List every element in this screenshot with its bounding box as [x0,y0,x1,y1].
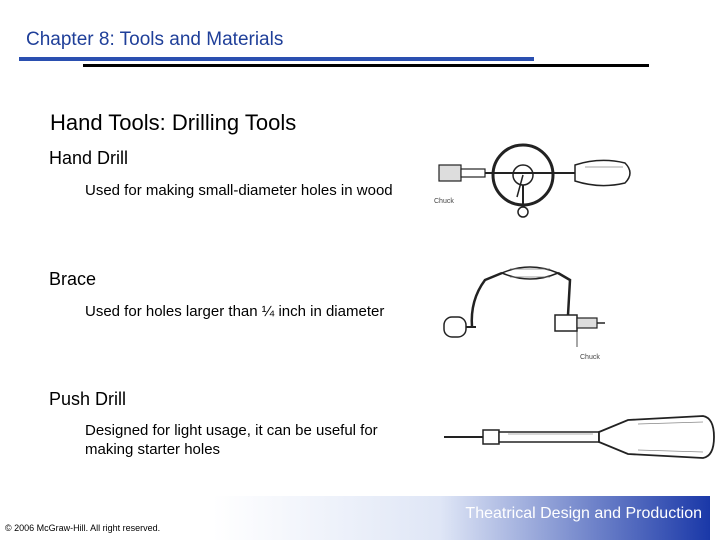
book-title: Theatrical Design and Production [465,505,702,522]
push-drill-heading: Push Drill [49,389,127,409]
hand-drill-description: Used for making small-diameter holes in wood [85,182,393,199]
hand-drill-chuck-label: Chuck [434,198,454,205]
push-drill-description: Designed for light usage, it can be useful for making starter holes [85,422,378,458]
brace-chuck-label: Chuck [580,354,600,361]
copyright-notice: © 2006 McGraw-Hill. All right reserved. [5,523,161,533]
header-rule-black [83,64,649,67]
hand-drill-heading: Hand Drill [49,148,129,168]
slide-title: Hand Tools: Drilling Tools [50,110,297,135]
push-drill-illustration [438,408,718,468]
brace-heading: Brace [49,269,97,289]
hand-drill-illustration [425,135,645,230]
brace-illustration [430,255,630,365]
header-rule-blue [19,57,534,61]
chapter-title: Chapter 8: Tools and Materials [26,29,284,50]
brace-description: Used for holes larger than ¼ inch in diameter [85,303,385,320]
